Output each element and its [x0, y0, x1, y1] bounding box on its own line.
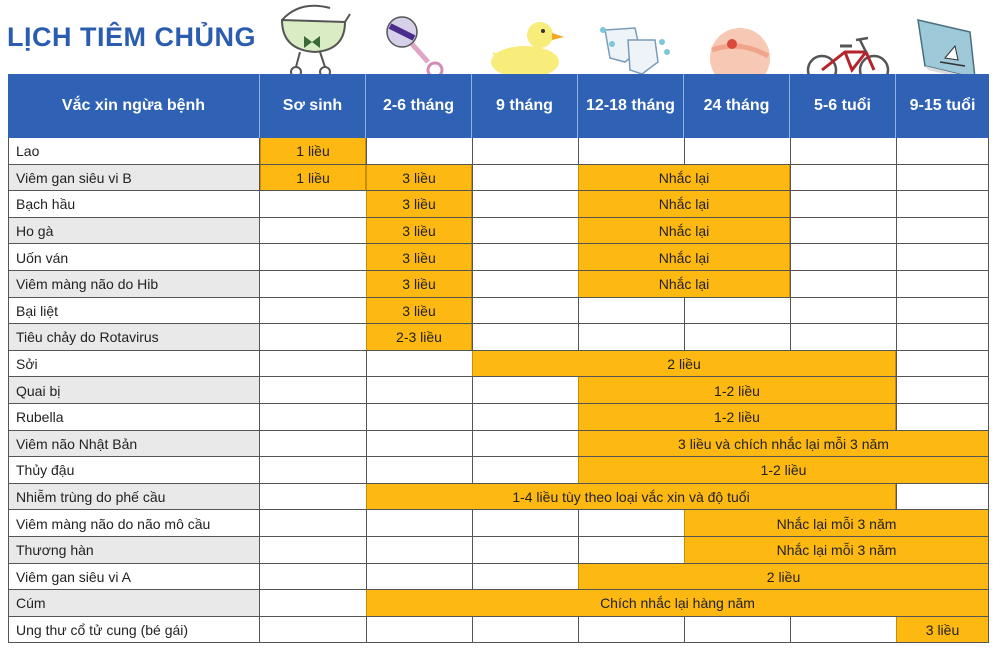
vaccine-name: Viêm màng não do Hib: [8, 271, 260, 298]
dose-bar: 3 liều: [366, 271, 472, 298]
table-row: [8, 431, 989, 458]
grid-line: [472, 218, 473, 245]
vaccine-name: Ho gà: [8, 218, 260, 245]
grid-line: [472, 431, 473, 458]
table-row: [8, 218, 989, 245]
table-row: [8, 351, 989, 378]
grid-line: [472, 271, 473, 298]
grid-line: [472, 298, 473, 325]
grid-line: [790, 324, 791, 351]
stroller-icon: [282, 6, 350, 77]
grid-line: [684, 324, 685, 351]
table-row: [8, 244, 989, 271]
dose-bar: Nhắc lại: [578, 165, 790, 192]
grid-line: [578, 298, 579, 325]
grid-line: [578, 537, 579, 564]
vaccine-name: Quai bị: [8, 377, 260, 404]
grid-line: [790, 138, 791, 165]
table-row: [8, 564, 989, 591]
dose-bar: 1-2 liều: [578, 377, 896, 404]
grid-line: [472, 324, 473, 351]
grid-line: [366, 138, 367, 165]
dose-bar: 3 liều: [366, 218, 472, 245]
grid-line: [790, 191, 791, 218]
row-divider: [8, 642, 989, 643]
grid-line: [366, 404, 367, 431]
dose-bar: Nhắc lại: [578, 271, 790, 298]
vaccine-name: Cúm: [8, 590, 260, 617]
dose-bar: Nhắc lại: [578, 244, 790, 271]
header-age-3: 12-18 tháng: [578, 74, 684, 138]
grid-line: [896, 351, 897, 378]
grid-line: [366, 510, 367, 537]
table-row: [8, 457, 989, 484]
table-row: [8, 271, 989, 298]
dose-bar: 1-2 liều: [578, 457, 989, 484]
dose-bar: 3 liều: [366, 191, 472, 218]
vaccine-name: Viêm màng não do não mô cầu: [8, 510, 260, 537]
dose-bar: 3 liều: [366, 244, 472, 271]
dose-bar: 1-2 liều: [578, 404, 896, 431]
dose-bar: Nhắc lại: [578, 191, 790, 218]
vaccine-name: Tiêu chảy do Rotavirus: [8, 324, 260, 351]
grid-line: [684, 298, 685, 325]
grid-line: [578, 324, 579, 351]
grid-line: [472, 191, 473, 218]
dose-bar: 2-3 liều: [366, 324, 472, 351]
header-age-4: 24 tháng: [684, 74, 790, 138]
table-row: [8, 510, 989, 537]
header-age-1: 2-6 tháng: [366, 74, 472, 138]
vaccine-name: Thủy đậu: [8, 457, 260, 484]
grid-line: [366, 377, 367, 404]
grid-line: [472, 510, 473, 537]
grid-line: [684, 617, 685, 644]
grid-line: [790, 218, 791, 245]
table-row: [8, 138, 989, 165]
vaccine-name: Bạch hầu: [8, 191, 260, 218]
decorative-icons: [0, 0, 1000, 80]
grid-line: [578, 510, 579, 537]
grid-line: [790, 271, 791, 298]
table-row: [8, 191, 989, 218]
dose-bar: Nhắc lại mỗi 3 năm: [684, 510, 989, 537]
header-age-0: Sơ sinh: [260, 74, 366, 138]
grid-line: [472, 617, 473, 644]
dose-bar: 3 liều: [366, 165, 472, 192]
grid-line: [472, 165, 473, 192]
grid-line: [366, 351, 367, 378]
vaccine-name: Sởi: [8, 351, 260, 378]
table-row: [8, 165, 989, 192]
dose-bar: 2 liều: [472, 351, 896, 378]
grid-line: [896, 244, 897, 271]
vaccine-name: Lao: [8, 138, 260, 165]
header-vaccine: Vắc xin ngừa bệnh: [8, 74, 260, 138]
dose-bar: 3 liều: [896, 617, 989, 644]
dose-bar: 1-4 liều tùy theo loại vắc xin và độ tuổi: [366, 484, 896, 511]
grid-line: [366, 617, 367, 644]
dose-bar: Nhắc lại: [578, 218, 790, 245]
header-age-5: 5-6 tuổi: [790, 74, 896, 138]
dose-bar: 2 liều: [578, 564, 989, 591]
vaccine-name: Ung thư cổ tử cung (bé gái): [8, 617, 260, 644]
grid-line: [790, 298, 791, 325]
vaccine-name: Uốn ván: [8, 244, 260, 271]
dose-bar: 3 liều và chích nhắc lại mỗi 3 năm: [578, 431, 989, 458]
dose-bar: Chích nhắc lại hàng năm: [366, 590, 989, 617]
grid-line: [472, 138, 473, 165]
vaccine-name: Rubella: [8, 404, 260, 431]
table-right-border: [988, 138, 989, 643]
table-left-border: [8, 138, 9, 643]
table-row: [8, 484, 989, 511]
grid-line: [790, 165, 791, 192]
dose-bar: 1 liều: [260, 165, 366, 192]
grid-line: [790, 244, 791, 271]
table-row: [8, 617, 989, 644]
grid-line: [578, 617, 579, 644]
grid-line: [684, 138, 685, 165]
grid-line: [472, 457, 473, 484]
vaccine-name: Bại liệt: [8, 298, 260, 325]
vaccine-name: Nhiễm trùng do phế cầu: [8, 484, 260, 511]
table-row: [8, 324, 989, 351]
header-age-6: 9-15 tuổi: [896, 74, 989, 138]
rattle-icon: [387, 17, 442, 77]
grid-line: [896, 138, 897, 165]
grid-line: [366, 564, 367, 591]
grid-line: [366, 537, 367, 564]
header-age-2: 9 tháng: [472, 74, 578, 138]
grid-line: [896, 218, 897, 245]
grid-line: [896, 404, 897, 431]
vaccine-name: Viêm gan siêu vi A: [8, 564, 260, 591]
vaccine-name: Viêm gan siêu vi B: [8, 165, 260, 192]
grid-line: [896, 191, 897, 218]
dose-bar: 1 liều: [260, 138, 366, 165]
grid-line: [472, 377, 473, 404]
ball-icon: [710, 28, 770, 80]
vaccine-name: Thương hàn: [8, 537, 260, 564]
dose-bar: Nhắc lại mỗi 3 năm: [684, 537, 989, 564]
grid-line: [896, 298, 897, 325]
dose-bar: 3 liều: [366, 298, 472, 325]
grid-line: [472, 244, 473, 271]
grid-line: [896, 484, 897, 511]
grid-line: [366, 431, 367, 458]
grid-line: [578, 138, 579, 165]
grid-line: [472, 537, 473, 564]
vaccination-schedule-table: [8, 74, 989, 648]
grid-line: [896, 165, 897, 192]
table-row: [8, 404, 989, 431]
grid-line: [896, 377, 897, 404]
vaccine-name: Viêm não Nhật Bản: [8, 431, 260, 458]
grid-line: [790, 617, 791, 644]
table-row: [8, 298, 989, 325]
grid-line: [896, 271, 897, 298]
table-row: [8, 377, 989, 404]
page-title: LỊCH TIÊM CHỦNG: [7, 22, 256, 52]
grid-line: [472, 564, 473, 591]
duck-icon: [491, 22, 564, 78]
grid-line: [896, 324, 897, 351]
book-icon: [918, 20, 978, 80]
grid-line: [472, 404, 473, 431]
table-row: [8, 537, 989, 564]
grid-line: [366, 457, 367, 484]
table-row: [8, 590, 989, 617]
baby-socks-icon: [600, 27, 670, 74]
